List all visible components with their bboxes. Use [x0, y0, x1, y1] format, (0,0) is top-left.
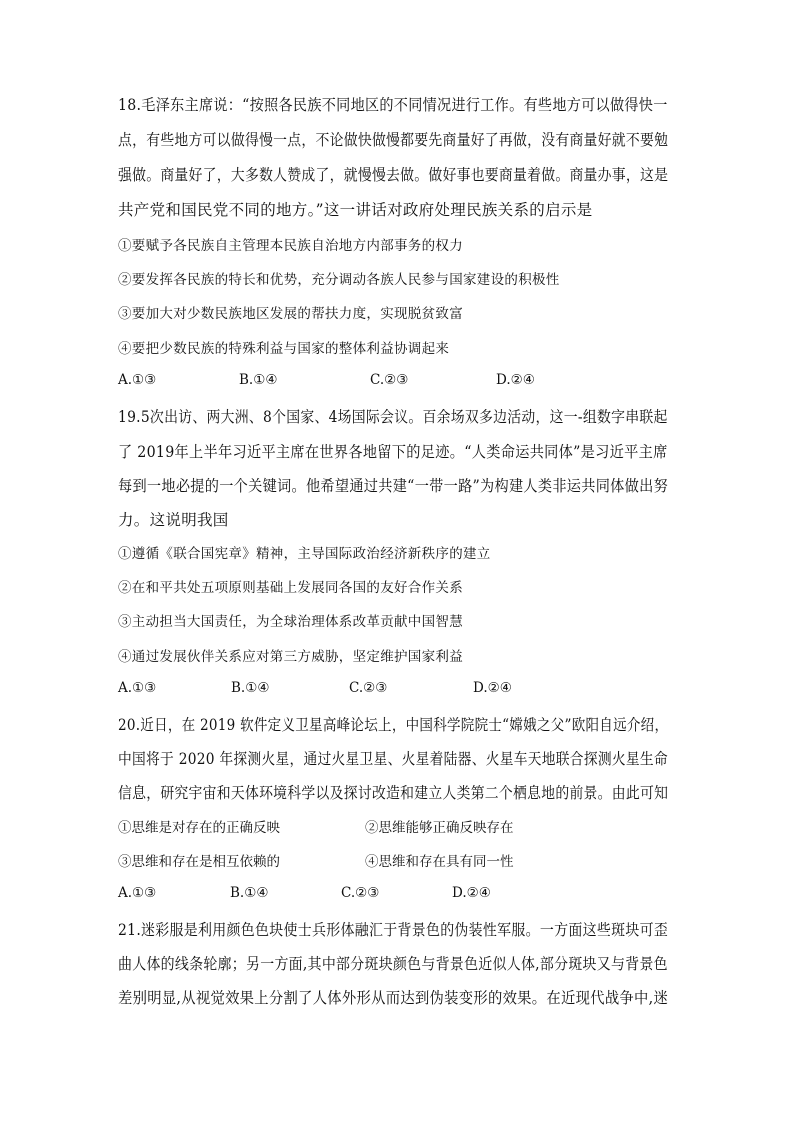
- q19-item-4: ④通过发展伙伴关系应对第三方威胁，坚定维护国家利益: [118, 649, 463, 665]
- q19-option-c: C.②③: [349, 680, 388, 696]
- q20-option-d: D.②④: [452, 885, 491, 901]
- q18-option-b: B.①④: [239, 372, 278, 388]
- q18-stem-line-2: 点，有些地方可以做得慢一点，不论做快做慢都要先商量好了再做，没有商量好就不要勉: [118, 131, 669, 149]
- q20-option-c: C.②③: [341, 885, 380, 901]
- q19-option-d: D.②④: [473, 680, 512, 696]
- q18-item-1: ①要赋予各民族自主管理本民族自治地方内部事务的权力: [118, 238, 463, 254]
- q19-item-3: ③主动担当大国责任，为全球治理体系改革贡献中国智慧: [118, 614, 463, 630]
- q19-stem-line-4: 力。这说明我国: [118, 511, 229, 529]
- q18-option-c: C.②③: [370, 372, 409, 388]
- q18-option-d: D.②④: [496, 372, 535, 388]
- q20-option-b: B.①④: [230, 885, 269, 901]
- q18-stem-line-3: 强做。商量好了，大多数人赞成了，就慢慢去做。做好事也要商量着做。商量办事，这是: [118, 166, 669, 184]
- q19-item-1: ①遵循《联合国宪章》精神，主导国际政治经济新秩序的建立: [118, 546, 491, 562]
- q20-stem-line-2: 中国将于 2020 年探测火星，通过火星卫星、火星着陆器、火星车天地联合探测火星生命: [118, 750, 668, 768]
- q19-stem-line-3: 每到一地必提的一个关键词。他希望通过共建“一带一路”为构建人类非运共同体做出努: [118, 477, 669, 495]
- q20-option-a: A.①③: [118, 885, 157, 901]
- q18-item-2: ②要发挥各民族的特长和优势，充分调动各族人民参与国家建设的积极性: [118, 272, 560, 288]
- q18-item-3: ③要加大对少数民族地区发展的帮扶力度，实现脱贫致富: [118, 306, 463, 322]
- q20-item-4: ④思维和存在具有同一性: [365, 854, 514, 870]
- q21-stem-line-2: 曲人体的线条轮廓；另一方面,其中部分斑块颜色与背景色近似人体,部分斑块又与背景色: [118, 955, 668, 973]
- q21-stem-line-1: 21.迷彩服是利用颜色色块使士兵形体融汇于背景色的伪装性军服。一方面这些斑块可歪: [118, 921, 669, 939]
- q20-item-2: ②思维能够正确反映存在: [365, 820, 514, 836]
- q20-item-1: ①思维是对存在的正确反映: [118, 820, 280, 836]
- q19-option-b: B.①④: [231, 680, 270, 696]
- q20-item-3: ③思维和存在是相互依赖的: [118, 854, 280, 870]
- q21-stem-line-3: 差别明显,从视觉效果上分割了人体外形从而达到伪装变形的效果。在近现代战争中,迷: [118, 989, 669, 1007]
- q19-item-2: ②在和平共处五项原则基础上发展同各国的友好合作关系: [118, 580, 463, 596]
- q18-item-4: ④要把少数民族的特殊利益与国家的整体利益协调起来: [118, 341, 450, 357]
- q19-option-a: A.①③: [118, 680, 157, 696]
- q19-stem-line-2: 了 2019年上半年习近平主席在世界各地留下的足迹。“人类命运共同体”是习近平主席: [118, 443, 668, 461]
- q18-stem-line-1: 18.毛泽东主席说：“按照各民族不同地区的不同情况进行工作。有些地方可以做得快一: [118, 96, 668, 114]
- q19-stem-line-1: 19.5次出访、两大洲、8个国家、4场国际会议。百余场双多边活动，这一-组数字串联起: [118, 408, 668, 426]
- q18-stem-line-4: 共产党和国民党不同的地方。”这一讲话对政府处理民族关系的启示是: [118, 201, 593, 219]
- q20-stem-line-3: 信息，研究宇宙和天体环境科学以及探讨改造和建立人类第二个栖息地的前景。由此可知: [118, 784, 669, 802]
- q18-option-a: A.①③: [118, 372, 157, 388]
- q20-stem-line-1: 20.近日，在 2019 软件定义卫星高峰论坛上，中国科学院院士“嫦娥之父”欧阳自远介绍，: [118, 716, 669, 734]
